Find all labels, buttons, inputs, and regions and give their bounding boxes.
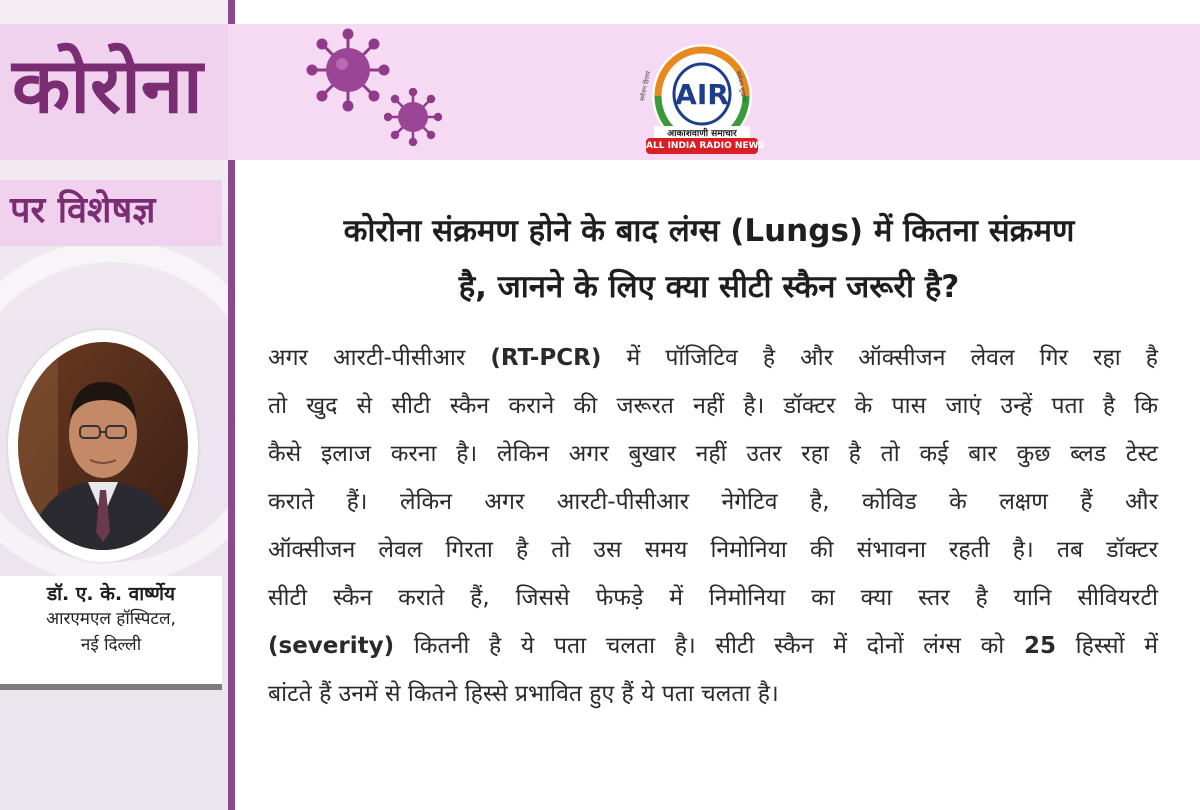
body-line-8: बांटते हैं उनमें से कितने हिस्से प्रभावित हुए हैं ये पता चलता है। bbox=[268, 681, 779, 707]
logo-name-hindi: आकाशवाणी समाचार bbox=[667, 129, 737, 139]
expert-name: डॉ. ए. के. वार्ष्णेय bbox=[46, 583, 176, 605]
body-bold-run: 25 bbox=[1023, 633, 1056, 659]
heading-line-2: है, जानने के लिए क्या सीटी स्कैन जरूरी है? bbox=[458, 269, 960, 305]
expert-hospital: आरएमएल हॉस्पिटल, bbox=[46, 609, 176, 629]
body-text-run: कितनी है ये पता चलता है। सीटी स्कैन में दोनों लंग्स को bbox=[394, 633, 1024, 659]
expert-caption bbox=[0, 576, 222, 690]
body-line-5: ऑक्सीजन लेवल गिरता है तो उस समय निमोनिया की संभावना रहती है। तब डॉक्टर bbox=[268, 537, 1158, 563]
body-line-6: सीटी स्कैन कराते हैं, जिससे फेफड़े में निमोनिया का क्या स्तर है यानि सीवियरटी bbox=[268, 585, 1158, 611]
subtitle: पर विशेषज्ञ bbox=[10, 190, 156, 231]
air-logo bbox=[639, 42, 765, 160]
body-line-3: कैसे इलाज करना है। लेकिन अगर बुखार नहीं उतर रहा है तो कई बार कुछ ब्लड टेस्ट bbox=[268, 441, 1158, 467]
body-text-run: हिस्सों में bbox=[1055, 633, 1158, 659]
virus-small-icon bbox=[384, 88, 442, 146]
question-heading bbox=[244, 203, 1174, 315]
logo-name-english: ALL INDIA RADIO NEWS bbox=[646, 141, 765, 151]
expert-portrait bbox=[18, 342, 188, 550]
body-text-run: अगर आरटी-पीसीआर bbox=[268, 345, 491, 371]
page-title: कोरोना bbox=[12, 41, 203, 130]
body-bold-run: (severity) bbox=[268, 633, 395, 659]
body-bold-run: (RT-PCR) bbox=[490, 345, 602, 371]
body-line-1 bbox=[268, 334, 1158, 382]
body-line-7 bbox=[268, 622, 1158, 670]
answer-paragraph bbox=[268, 334, 1158, 718]
logo-ring-text-left: सर्वजन हिताय bbox=[639, 70, 653, 102]
body-line-4: कराते हैं। लेकिन अगर आरटी-पीसीआर नेगेटिव है, कोविड के लक्षण हैं और bbox=[268, 489, 1158, 515]
body-text-run: में पॉजिटिव है और ऑक्सीजन लेवल गिर रहा है bbox=[601, 345, 1158, 371]
virus-icon bbox=[306, 28, 390, 112]
heading-line-1: कोरोना संक्रमण होने के बाद लंग्स (Lungs) में कितना संक्रमण bbox=[343, 213, 1075, 249]
logo-ring-text-right: सर्वजन सुखाय bbox=[734, 70, 748, 103]
expert-city: नई दिल्ली bbox=[80, 635, 142, 655]
svg-text:AIR: AIR bbox=[675, 78, 729, 111]
body-line-2: तो खुद से सीटी स्कैन कराने की जरूरत नहीं है। डॉक्टर के पास जाएं उन्हें पता है कि bbox=[268, 393, 1158, 419]
